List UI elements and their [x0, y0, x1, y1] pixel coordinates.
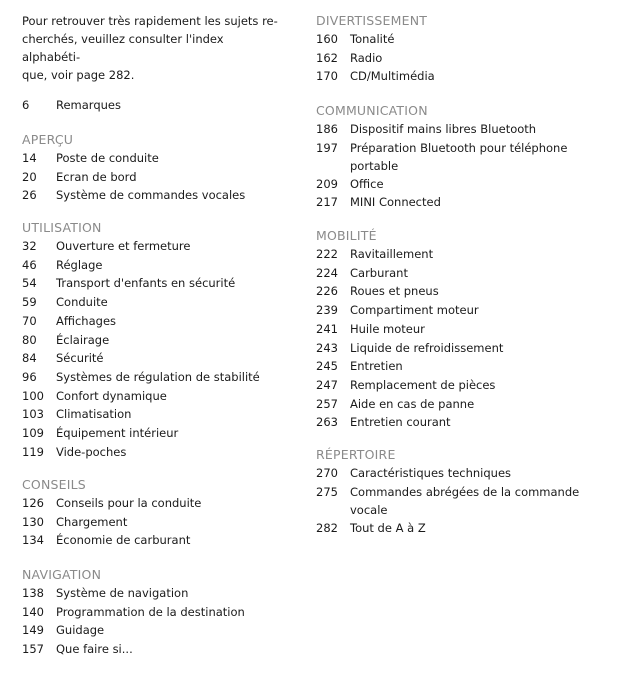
- page-number: 59: [22, 295, 37, 310]
- toc-entry[interactable]: [316, 139, 616, 175]
- toc-entry[interactable]: [316, 483, 616, 519]
- toc-entry[interactable]: [316, 193, 616, 212]
- toc-entry[interactable]: [22, 531, 292, 550]
- page-number: 217: [316, 195, 338, 210]
- intro-paragraph: [22, 12, 284, 84]
- toc-entry[interactable]: [316, 264, 616, 283]
- toc-entry[interactable]: [22, 256, 292, 275]
- page-number: 130: [22, 514, 44, 529]
- entry-title: Systèmes de régulation de stabilité: [56, 369, 260, 384]
- toc-entry[interactable]: [22, 293, 292, 312]
- page-number: 239: [316, 303, 338, 318]
- entry-title: Dispositif mains libres Bluetooth: [350, 122, 537, 136]
- entry-title: Remplacement de pièces: [350, 377, 496, 392]
- entry-title: Carburant: [350, 265, 408, 280]
- entry-title: Économie de carburant: [56, 533, 191, 548]
- entry-title: Climatisation: [56, 407, 132, 422]
- section-mobilite: [316, 226, 616, 432]
- entry-title: Conseils pour la conduite: [56, 496, 202, 510]
- toc-entry[interactable]: [22, 443, 292, 462]
- remarques-entry[interactable]: [22, 96, 292, 115]
- intro-line: que, voir page 282.: [22, 68, 135, 82]
- page-number: 209: [316, 176, 338, 191]
- toc-entry[interactable]: [316, 339, 616, 358]
- toc-entry[interactable]: [316, 245, 616, 264]
- toc-entry[interactable]: [316, 301, 616, 320]
- section-navigation: [22, 565, 292, 659]
- toc-entry[interactable]: [22, 149, 292, 168]
- page-number: 20: [22, 169, 37, 184]
- section-utilisation: [22, 218, 292, 461]
- section-heading: RÉPERTOIRE: [316, 447, 396, 462]
- entry-title: Système de navigation: [56, 586, 189, 600]
- entry-title: Système de commandes vocales: [56, 188, 246, 203]
- entry-title: Tout de A à Z: [350, 520, 426, 535]
- page-number: 14: [22, 151, 37, 165]
- entry-title: Liquide de refroidissement: [350, 340, 504, 355]
- entry-title: Remarques: [56, 98, 121, 112]
- toc-entry[interactable]: [22, 424, 292, 443]
- toc-entry[interactable]: [316, 49, 616, 68]
- page-number: 103: [22, 407, 44, 422]
- entry-title: Ecran de bord: [56, 169, 137, 184]
- toc-entry[interactable]: [316, 413, 616, 432]
- toc-entry[interactable]: [316, 175, 616, 194]
- section-heading: COMMUNICATION: [316, 103, 428, 118]
- entry-title: Équipement intérieur: [56, 426, 179, 441]
- page-number: 26: [22, 188, 37, 203]
- toc-entry[interactable]: [22, 513, 292, 532]
- entry-title: Aide en cas de panne: [350, 396, 475, 411]
- page-number: 226: [316, 284, 338, 299]
- toc-entry[interactable]: [316, 519, 616, 538]
- toc-entry[interactable]: [316, 120, 616, 139]
- page-number: 70: [22, 313, 37, 328]
- entry-title: Poste de conduite: [56, 151, 159, 165]
- page-number: 247: [316, 377, 338, 392]
- entry-title: Éclairage: [56, 332, 110, 347]
- toc-entry[interactable]: [316, 320, 616, 339]
- entry-title: Office: [350, 176, 384, 191]
- page-number: 160: [316, 32, 338, 46]
- section-communication: [316, 101, 616, 212]
- toc-entry[interactable]: [22, 494, 292, 513]
- section-heading: MOBILITÉ: [316, 228, 377, 243]
- toc-entry[interactable]: [316, 67, 616, 86]
- entry-title: Conduite: [56, 295, 108, 310]
- page-number: 241: [316, 321, 338, 336]
- toc-entry[interactable]: [316, 464, 616, 483]
- page-number: 80: [22, 332, 37, 347]
- page-number: 197: [316, 140, 338, 155]
- section-heading: APERÇU: [22, 132, 74, 147]
- entry-title: Tonalité: [350, 32, 395, 46]
- section-heading: DIVERTISSEMENT: [316, 13, 428, 28]
- entry-title: Caractéristiques techniques: [350, 466, 512, 480]
- entry-title: Programmation de la destination: [56, 604, 245, 619]
- page-number: 257: [316, 396, 338, 411]
- toc-entry[interactable]: [316, 395, 616, 414]
- entry-title: Que faire si...: [56, 642, 133, 657]
- toc-entry[interactable]: [22, 274, 292, 293]
- page-number: 126: [22, 496, 44, 510]
- page-number: 243: [316, 340, 338, 355]
- intro-line: cherchés, veuillez consulter l'index alphabéti-: [22, 32, 224, 64]
- page-number: 186: [316, 122, 338, 136]
- entry-title: Confort dynamique: [56, 388, 167, 403]
- toc-entry[interactable]: [316, 357, 616, 376]
- page-number: 46: [22, 257, 37, 272]
- intro-line: Pour retrouver très rapidement les sujets re-: [22, 14, 278, 28]
- toc-entry[interactable]: [316, 30, 616, 49]
- page-number: 96: [22, 369, 37, 384]
- toc-entry[interactable]: [22, 186, 292, 205]
- section-heading: NAVIGATION: [22, 567, 102, 582]
- page-number: 222: [316, 247, 338, 261]
- page-number: 245: [316, 359, 338, 374]
- entry-title: Réglage: [56, 257, 103, 272]
- section-heading: UTILISATION: [22, 220, 102, 235]
- toc-entry[interactable]: [22, 603, 292, 622]
- toc-entry[interactable]: [22, 387, 292, 406]
- page-number: 32: [22, 239, 37, 253]
- page-number: 270: [316, 466, 338, 480]
- toc-entry[interactable]: [22, 331, 292, 350]
- entry-title: Entretien: [350, 359, 403, 374]
- entry-title: Ravitaillement: [350, 247, 434, 261]
- page-number: 6: [22, 98, 30, 112]
- entry-title: Huile moteur: [350, 321, 425, 336]
- toc-entry[interactable]: [316, 282, 616, 301]
- toc-entry[interactable]: [22, 584, 292, 603]
- page-number: 134: [22, 533, 44, 548]
- page-number: 140: [22, 604, 44, 619]
- toc-entry[interactable]: [22, 312, 292, 331]
- entry-title: Radio: [350, 50, 383, 65]
- entry-title: Sécurité: [56, 351, 104, 366]
- page-number: 109: [22, 426, 44, 441]
- page-number: 170: [316, 69, 338, 84]
- entry-title: Roues et pneus: [350, 284, 439, 299]
- section-apercu: [22, 130, 292, 205]
- toc-entry[interactable]: [22, 621, 292, 640]
- entry-title: MINI Connected: [350, 195, 441, 210]
- page-number: 275: [316, 484, 338, 499]
- page-number: 282: [316, 520, 338, 535]
- entry-title: CD/Multimédia: [350, 69, 435, 84]
- entry-title: Préparation Bluetooth pour téléphone portable: [350, 140, 568, 173]
- page-number: 100: [22, 388, 44, 403]
- section-divertissement: [316, 11, 616, 86]
- entry-title: Compartiment moteur: [350, 303, 479, 318]
- entry-title: Transport d'enfants en sécurité: [56, 276, 236, 291]
- toc-entry[interactable]: [22, 368, 292, 387]
- entry-title: Entretien courant: [350, 415, 451, 430]
- toc-entry[interactable]: [22, 640, 292, 659]
- entry-title: Guidage: [56, 623, 105, 638]
- toc-entry[interactable]: [22, 349, 292, 368]
- toc-entry[interactable]: [316, 376, 616, 395]
- toc-entry[interactable]: [22, 237, 292, 256]
- toc-entry[interactable]: [22, 405, 292, 424]
- page-number: 149: [22, 623, 44, 638]
- page-number: 162: [316, 50, 338, 65]
- page-number: 157: [22, 642, 44, 657]
- page-number: 54: [22, 276, 37, 291]
- page-number: 224: [316, 265, 338, 280]
- page-number: 138: [22, 586, 44, 600]
- page-number: 263: [316, 415, 338, 430]
- section-conseils: [22, 475, 292, 550]
- section-repertoire: [316, 445, 616, 537]
- page-number: 84: [22, 351, 37, 366]
- entry-title: Affichages: [56, 313, 117, 328]
- page-number: 119: [22, 444, 44, 459]
- entry-title: Commandes abrégées de la commande vocale: [350, 484, 580, 517]
- entry-title: Vide-poches: [56, 444, 127, 459]
- entry-title: Chargement: [56, 514, 128, 529]
- section-heading: CONSEILS: [22, 477, 86, 492]
- toc-entry[interactable]: [22, 168, 292, 187]
- entry-title: Ouverture et fermeture: [56, 239, 191, 253]
